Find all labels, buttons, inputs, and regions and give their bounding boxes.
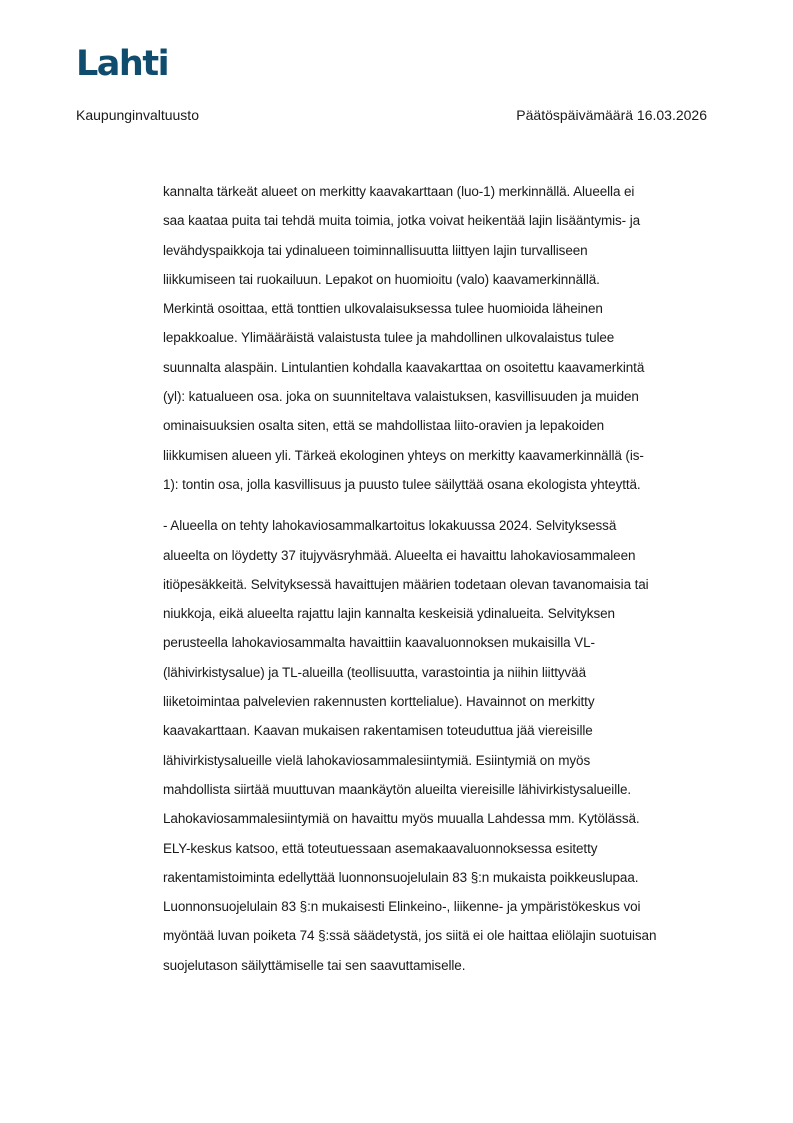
organization-name: Kaupunginvaltuusto (76, 107, 199, 123)
text-line: liikkumisen alueen yli. Tärkeä ekologinen yhteys on merkitty kaavamerkinnällä (is- (163, 447, 644, 463)
paragraph-moss-survey (163, 511, 715, 980)
text-line: perusteella lahokaviosammalta havaittiin kaavaluonnoksen mukaisilla VL- (163, 635, 595, 651)
text-line: suunnalta alaspäin. Lintulantien kohdalla kaavakarttaa on osoitettu kaavamerkintä (163, 359, 645, 375)
text-line: rakentamistoiminta edellyttää luonnonsuojelulain 83 §:n mukaista poikkeuslupaa. (163, 869, 639, 885)
text-line: 1): tontin osa, jolla kasvillisuus ja puusto tulee säilyttää osana ekologista yhteyttä. (163, 476, 641, 492)
text-line: niukkoja, eikä alueelta rajattu lajin kannalta keskeisiä ydinalueita. Selvityksen (163, 606, 615, 622)
text-line: liikkumiseen tai ruokailuun. Lepakot on huomioitu (valo) kaavamerkinnällä. (163, 271, 600, 287)
text-line: liiketoimintaa palvelevien rakennusten korttelialue). Havainnot on merkitty (163, 694, 595, 710)
text-line: (lähivirkistysalue) ja TL-alueilla (teollisuutta, varastointia ja niihin liittyvää (163, 664, 586, 680)
text-line: ELY-keskus katsoo, että toteutuessaan asemakaavaluonnoksessa esitetty (163, 840, 598, 856)
text-line: kannalta tärkeät alueet on merkitty kaavakarttaan (luo-1) merkinnällä. Alueella ei (163, 184, 635, 199)
text-line: - Alueella on tehty lahokaviosammalkartoitus lokakuussa 2024. Selvityksessä (163, 518, 617, 534)
text-line: ominaisuuksien osalta siten, että se mahdollistaa liito-oravien ja lepakoiden (163, 418, 605, 434)
text-line: saa kaataa puita tai tehdä muita toimia, jotka voivat heikentää lajin lisääntymis- ja (163, 213, 641, 229)
document-body (163, 177, 715, 980)
text-line: myöntää luvan poiketa 74 §:ssä säädetystä, jos siitä ei ole haittaa eliölajin suotuisan (163, 928, 657, 944)
text-line: lepakkoalue. Ylimääräistä valaistusta tulee ja mahdollinen ulkovalaistus tulee (163, 330, 615, 346)
text-line: suojelutason säilyttämiselle tai sen saavuttamiselle. (163, 957, 466, 973)
text-line: Luonnonsuojelulain 83 §:n mukaisesti Elinkeino-, liikenne- ja ympäristökeskus voi (163, 899, 641, 915)
text-line: alueelta on löydetty 37 itujyväsryhmää. Alueelta ei havaittu lahokaviosammaleen (163, 547, 636, 563)
text-line: kaavakarttaan. Kaavan mukaisen rakentamisen toteuduttua jää viereisille (163, 723, 593, 739)
text-line: itiöpesäkkeitä. Selvityksessä havaittujen määrien todetaan olevan tavanomaisia tai (163, 576, 649, 592)
paragraph-nature-protection (163, 177, 715, 499)
text-line: levähdyspaikkoja tai ydinalueen toiminnallisuutta liittyen lajin turvalliseen (163, 242, 588, 258)
text-line: Merkintä osoittaa, että tonttien ulkovalaisuksessa tulee huomioida läheinen (163, 301, 603, 317)
decision-date: Päätöspäivämäärä 16.03.2026 (516, 107, 707, 123)
text-line: mahdollista siirtää muuttuvan maankäytön alueilta viereisille lähivirkistysalueille. (163, 781, 632, 797)
text-line: lähivirkistysalueille vielä lahokaviosammalesiintymiä. Esiintymiä on myös (163, 752, 591, 768)
lahti-logo: Lahti (76, 44, 169, 84)
text-line: (yl): katualueen osa. joka on suunniteltava valaistuksen, kasvillisuuden ja muiden (163, 389, 639, 405)
text-line: Lahokaviosammalesiintymiä on havaittu myös muualla Lahdessa mm. Kytölässä. (163, 811, 640, 827)
